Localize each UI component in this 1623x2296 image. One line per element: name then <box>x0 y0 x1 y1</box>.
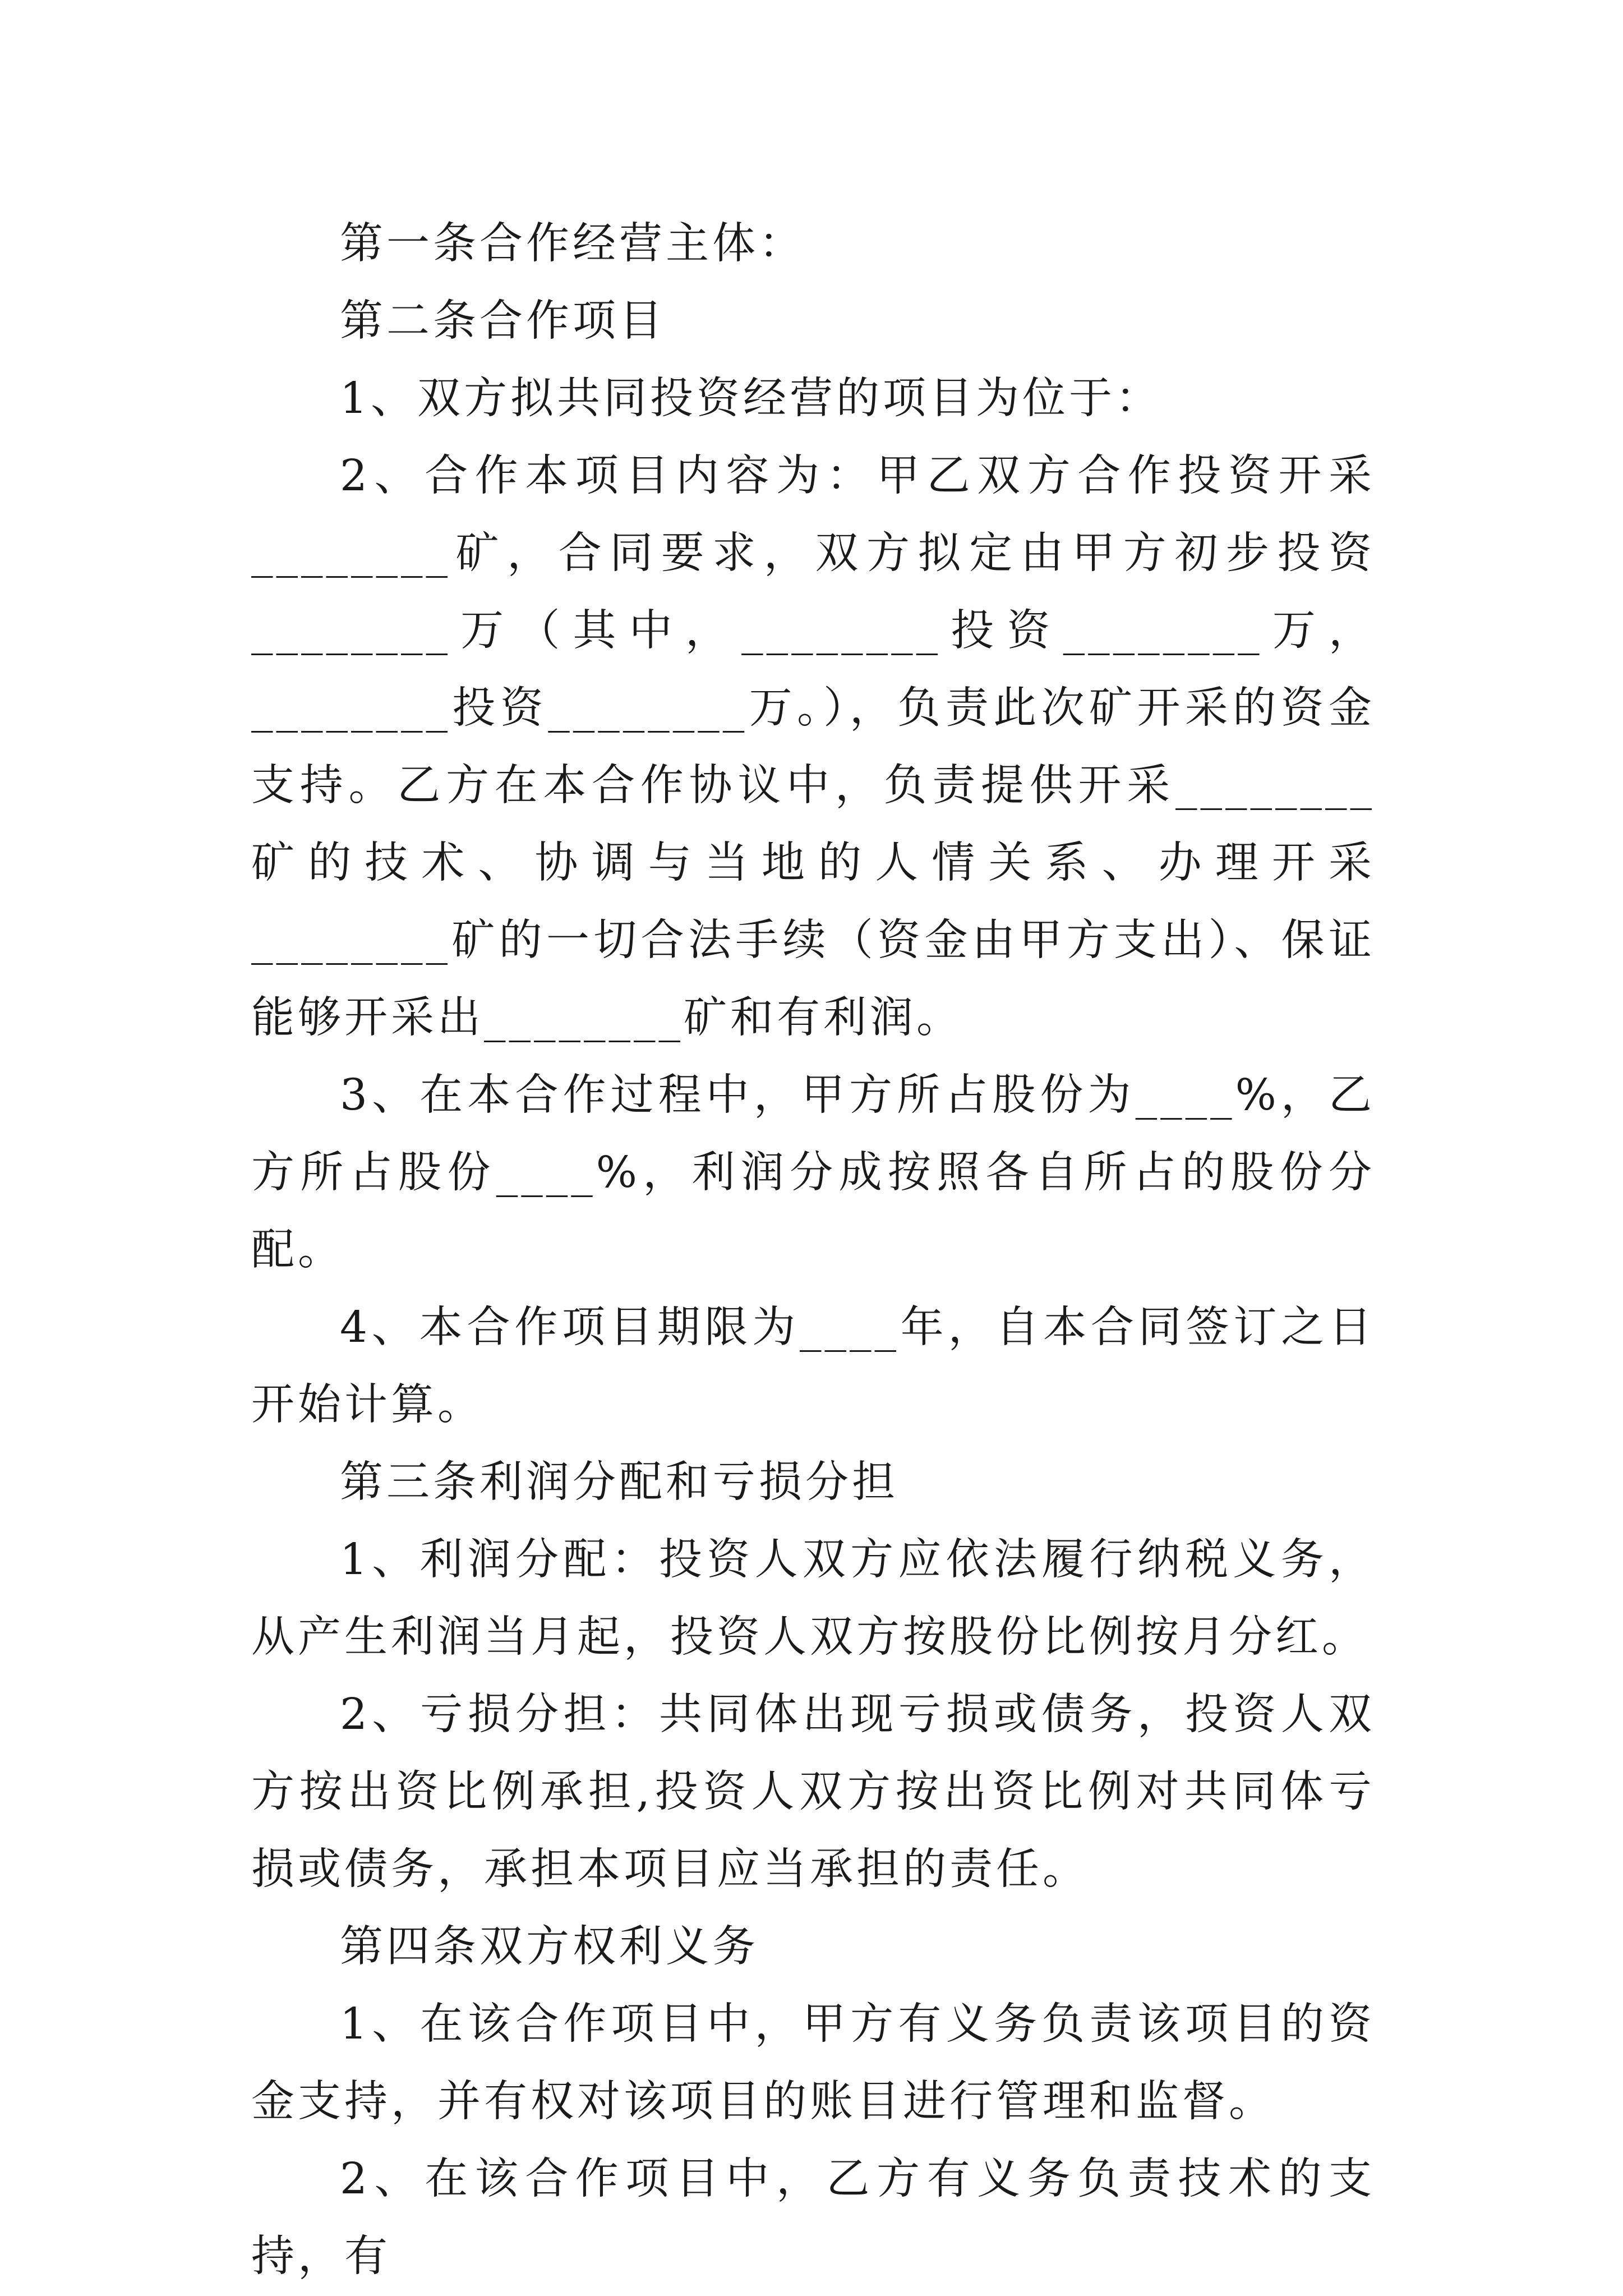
article-3-clause-2: 2、亏损分担：共同体出现亏损或债务，投资人双方按出资比例承担,投资人双方按出资比例对共同体亏损或债务，承担本项目应当承担的责任。 <box>251 1690 1375 1894</box>
article-2-heading: 第二条合作项目 <box>340 296 666 346</box>
article-2-clause-3: 3、在本合作过程中，甲方所占股份为____%，乙方所占股份____%，利润分成按照各自所占的股份分配。 <box>251 1070 1375 1275</box>
article-2-clause-4: 4、本合作项目期限为____年，自本合同签订之日开始计算。 <box>251 1303 1375 1430</box>
article-3-clause-1: 1、利润分配：投资人双方应依法履行纳税义务，从产生利润当月起，投资人双方按股份比例按月分红。 <box>251 1535 1375 1662</box>
article-4-heading: 第四条双方权利义务 <box>340 1922 759 1972</box>
article-2-clause-2: 2、合作本项目内容为：甲乙双方合作投资开采________矿，合同要求，双方拟定由甲方初步投资________万（其中，________投资________万，________投资________万。），负责此次矿开采的资金支持。乙方在本合作协议中，负责提供开采________矿的技术、协调与当地的人情关系、办理开采________矿的一切合法手续（资金由甲方支出）、保证能够开采出________矿和有利润。 <box>251 451 1375 1043</box>
article-2-clause-1: 1、双方拟共同投资经营的项目为位于： <box>340 374 1162 424</box>
article-1-heading: 第一条合作经营主体： <box>340 219 805 269</box>
article-3-heading: 第三条利润分配和亏损分担 <box>340 1457 898 1507</box>
article-4-clause-2: 2、在该合作项目中，乙方有义务负责技术的支持，有 <box>251 2154 1375 2281</box>
document-body <box>251 205 1375 2295</box>
article-4-clause-1: 1、在该合作项目中，甲方有义务负责该项目的资金支持，并有权对该项目的账目进行管理和监督。 <box>251 1999 1375 2127</box>
